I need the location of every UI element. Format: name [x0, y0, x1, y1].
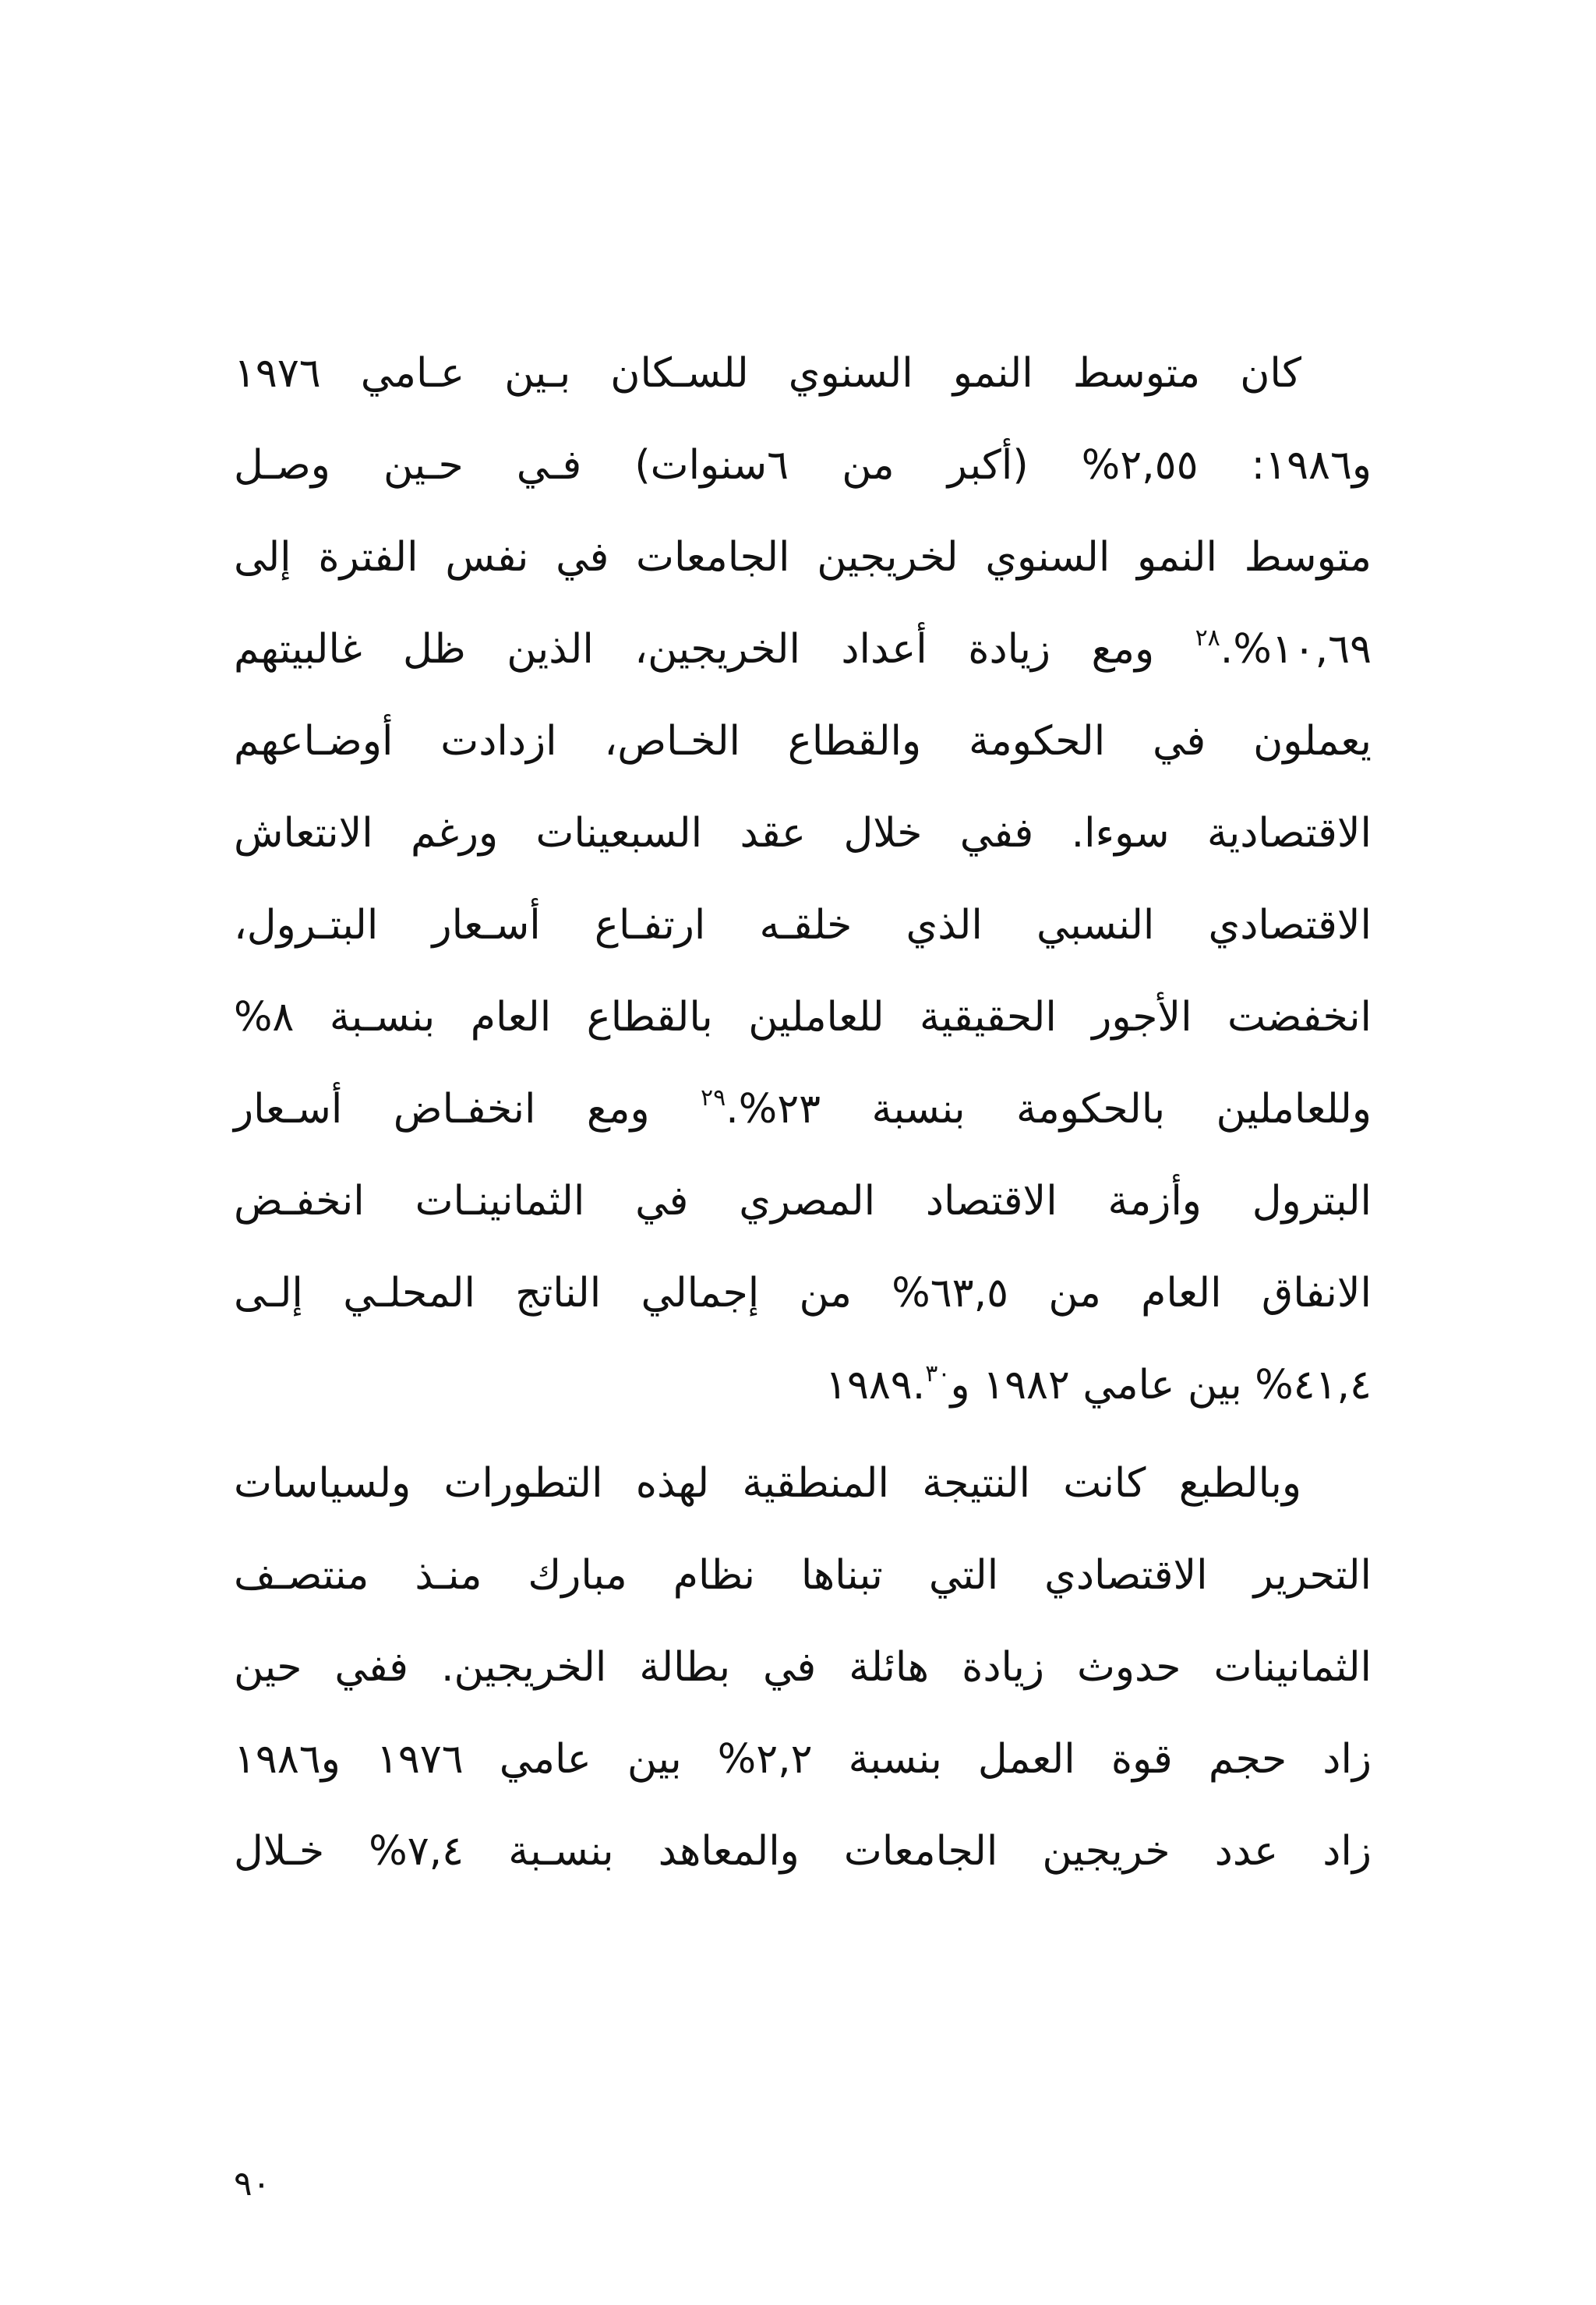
- paragraph-2: [234, 1437, 1372, 1897]
- page-number: ٩٠: [234, 2164, 271, 2204]
- text-span: ومع انخفـاض أسـعار: [234, 1086, 701, 1133]
- text-span: ١٠,٦٩%.: [1220, 626, 1372, 673]
- paragraph-gap: [234, 1431, 1372, 1437]
- text-line: [234, 603, 1372, 695]
- text-line: و١٩٨٦: ٢,٥٥% (أكبر من ٦سنوات) فـي حـين وصـل: [234, 442, 1372, 489]
- text-line: زاد حجم قوة العمل بنسبة ٢,٢% بين عامي ١٩٧٦ و١٩٨٦: [234, 1736, 1372, 1783]
- text-line: متوسط النمو السنوي لخريجين الجامعات في نفس الفترة إلى: [234, 534, 1372, 581]
- text-line: الثمانينات حدوث زيادة هائلة في بطالة الخريجين. ففي حين: [234, 1644, 1372, 1691]
- paragraph-1: [234, 327, 1372, 1431]
- text-line: كان متوسط النمو السنوي للسـكان بـين عـامي ١٩٧٦: [234, 350, 1301, 397]
- body-text: [234, 327, 1372, 1897]
- text-line: وبالطبع كانت النتيجة المنطقية لهذه التطورات ولسياسات: [234, 1460, 1301, 1507]
- footnote-marker-30: ٣٠: [925, 1360, 951, 1388]
- text-line: [234, 1063, 1372, 1155]
- footnote-marker-29: ٢٩: [701, 1084, 726, 1112]
- text-span: ومع زيادة أعداد الخريجين، الذين ظل غالبيتهم: [234, 626, 1195, 673]
- text-line: زاد عدد خريجين الجامعات والمعاهد بنسـبة ٧,٤% خـلال: [234, 1828, 1372, 1875]
- text-span: ٤١,٤% بين عامي ١٩٨٢ و١٩٨٩.: [825, 1362, 1372, 1409]
- footnote-marker-28: ٢٨: [1195, 624, 1220, 652]
- text-line: يعملون في الحكومة والقطاع الخـاص، ازدادت أوضـاعهم: [234, 718, 1372, 765]
- text-line: البترول وأزمة الاقتصاد المصري في الثمانينـات انخفـض: [234, 1178, 1372, 1225]
- text-line: الاقتصادية سوءا. ففي خلال عقد السبعينات ورغم الانتعاش: [234, 810, 1372, 857]
- text-line: الاقتصادي النسبي الذي خلقـه ارتفـاع أسـعار البتـرول،: [234, 902, 1372, 949]
- text-line: [234, 1339, 1372, 1431]
- text-span: وللعاملين بالحكومة بنسبة ٢٣%.: [726, 1086, 1372, 1133]
- text-line: الانفاق العام من ٦٣,٥% من إجمالي الناتج المحلـي إلـى: [234, 1270, 1372, 1317]
- text-line: التحرير الاقتصادي التي تبناها نظام مبارك منـذ منتصـف: [234, 1552, 1372, 1599]
- text-line: انخفضت الأجور الحقيقية للعاملين بالقطاع العام بنسـبة ٨%: [234, 994, 1372, 1041]
